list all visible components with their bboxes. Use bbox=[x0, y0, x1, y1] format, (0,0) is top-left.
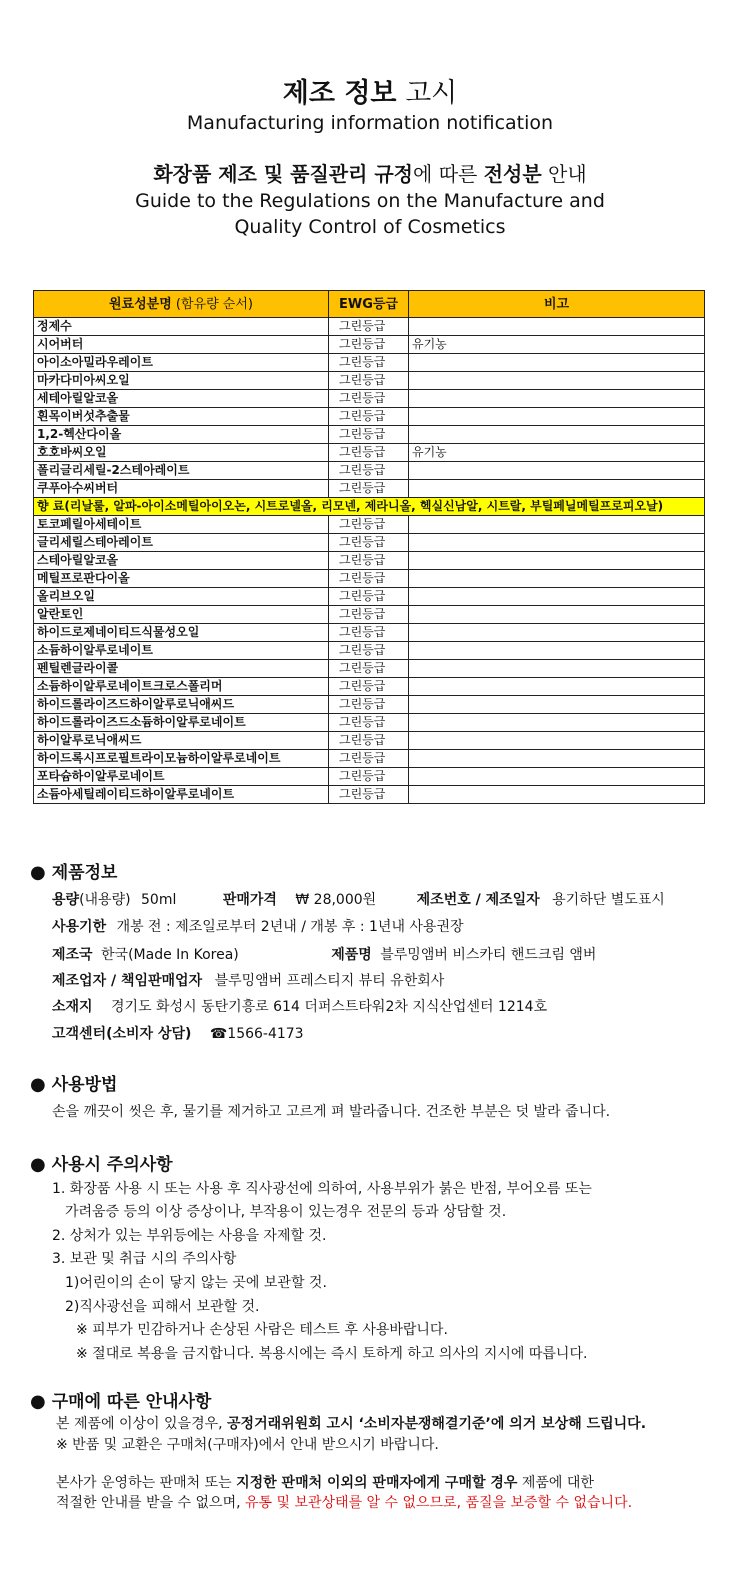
ingredient-note bbox=[409, 606, 705, 624]
cs-label: 고객센터(소비자 상담) bbox=[52, 1026, 192, 1042]
product-line-4 bbox=[52, 971, 444, 991]
ingredient-note bbox=[409, 786, 705, 804]
caution-line: 1. 화장품 사용 시 또는 사용 후 직사광선에 의하여, 사용부위가 붉은 반점, 부어오름 또는 bbox=[52, 1181, 592, 1197]
table-row bbox=[34, 462, 705, 480]
purchase-title bbox=[30, 1390, 211, 1414]
guide-ko-part3: 전성분 bbox=[483, 162, 542, 186]
title-bold: 제조 정보 bbox=[282, 78, 397, 109]
caution-line: 2. 상처가 있는 부위등에는 사용을 자제할 것. bbox=[52, 1228, 327, 1244]
product-name-value: 블루밍앰버 비스카티 핸드크림 앰버 bbox=[380, 947, 597, 963]
col-ingredient-header bbox=[34, 291, 329, 318]
ingredient-name: 하이알루로닉애씨드 bbox=[34, 732, 329, 750]
ingredient-name: 소듐아세틸레이티드하이알루로네이트 bbox=[34, 786, 329, 804]
table-row bbox=[34, 660, 705, 678]
product-line-6 bbox=[52, 1024, 304, 1044]
ingredient-name: 흰목이버섯추출물 bbox=[34, 408, 329, 426]
ingredient-note bbox=[409, 462, 705, 480]
ewg-grade: 그린등급 bbox=[329, 606, 409, 624]
ingredient-name: 스테아릴알코올 bbox=[34, 552, 329, 570]
caution-section bbox=[30, 1153, 173, 1177]
table-row bbox=[34, 624, 705, 642]
ingredient-name: 소듐하이알루로네이트 bbox=[34, 642, 329, 660]
ewg-grade: 그린등급 bbox=[329, 660, 409, 678]
table-row bbox=[34, 786, 705, 804]
product-line-5 bbox=[52, 997, 547, 1017]
table-row bbox=[34, 408, 705, 426]
ingredient-name: 소듐하이알루로네이트크로스폴리머 bbox=[34, 678, 329, 696]
ingredient-name: 메틸프로판다이올 bbox=[34, 570, 329, 588]
product-title bbox=[30, 861, 117, 885]
purchase-line-2: ※ 반품 및 교환은 구매처(구매자)에서 안내 받으시기 바랍니다. bbox=[56, 1437, 439, 1453]
ewg-grade: 그린등급 bbox=[329, 336, 409, 354]
ingredient-note bbox=[409, 732, 705, 750]
ingredient-name: 쿠푸아수씨버터 bbox=[34, 480, 329, 498]
caution-line: 가려움증 등의 이상 증상이나, 부작용이 있는경우 전문의 등과 상담할 것. bbox=[65, 1204, 507, 1220]
ewg-grade: 그린등급 bbox=[329, 426, 409, 444]
ingredient-note bbox=[409, 516, 705, 534]
maker-value: 블루밍앰버 프레스티지 뷰티 유한회사 bbox=[214, 973, 445, 989]
ingredient-note: 유기농 bbox=[409, 444, 705, 462]
page-subtitle: Manufacturing information notification bbox=[186, 112, 554, 134]
ingredient-name: 하이드롤라이즈드하이알루로닉애씨드 bbox=[34, 696, 329, 714]
product-line-3 bbox=[52, 945, 596, 965]
ewg-grade: 그린등급 bbox=[329, 732, 409, 750]
ingredient-note bbox=[409, 696, 705, 714]
ewg-grade: 그린등급 bbox=[329, 768, 409, 786]
usage-title-text: 사용방법 bbox=[51, 1075, 118, 1095]
address-label: 소재지 bbox=[52, 999, 93, 1015]
caution-line: 1)어린이의 손이 닿지 않는 곳에 보관할 것. bbox=[65, 1275, 327, 1291]
ewg-grade: 그린등급 bbox=[329, 444, 409, 462]
caution-line: 2)직사광선을 피해서 보관할 것. bbox=[65, 1299, 260, 1315]
ingredient-note bbox=[409, 372, 705, 390]
ingredient-note bbox=[409, 480, 705, 498]
purchase-l3a: 본사가 운영하는 판매처 또는 bbox=[56, 1475, 237, 1491]
guide-en-line1: Guide to the Regulations on the Manufacture and bbox=[135, 190, 605, 212]
table-row bbox=[34, 678, 705, 696]
ingredient-name: 올리브오일 bbox=[34, 588, 329, 606]
ewg-grade: 그린등급 bbox=[329, 318, 409, 336]
volume-value: 50ml bbox=[141, 892, 177, 908]
ingredient-note bbox=[409, 552, 705, 570]
col1-normal: (함유량 순서) bbox=[171, 296, 253, 312]
guide-heading-ko bbox=[0, 160, 740, 188]
ewg-grade: 그린등급 bbox=[329, 552, 409, 570]
purchase-title-text: 구매에 따른 안내사항 bbox=[51, 1392, 212, 1412]
purchase-l1b: 공정거래위원회 고시 ‘소비자분쟁해결기준’에 의거 보상해 드립니다. bbox=[227, 1416, 647, 1432]
caution-title-text: 사용시 주의사항 bbox=[51, 1155, 173, 1175]
guide-ko-part2: 에 따른 bbox=[413, 162, 484, 186]
ewg-grade: 그린등급 bbox=[329, 588, 409, 606]
volume-label: 용량 bbox=[52, 892, 80, 908]
table-row bbox=[34, 588, 705, 606]
table-row bbox=[34, 354, 705, 372]
table-header-row bbox=[34, 291, 705, 318]
ingredient-note bbox=[409, 768, 705, 786]
ingredient-name: 정제수 bbox=[34, 318, 329, 336]
price-value: ₩ 28,000원 bbox=[295, 892, 377, 908]
table-row bbox=[34, 552, 705, 570]
ewg-grade: 그린등급 bbox=[329, 642, 409, 660]
col-note-header: 비고 bbox=[409, 291, 705, 318]
table-row bbox=[34, 714, 705, 732]
ingredient-note bbox=[409, 624, 705, 642]
product-title-text: 제품정보 bbox=[51, 863, 118, 883]
purchase-l3c: 제품에 대한 bbox=[517, 1475, 594, 1491]
table-row bbox=[34, 516, 705, 534]
ingredient-note bbox=[409, 408, 705, 426]
purchase-l3b: 지정한 판매처 이외의 판매자에게 구매할 경우 bbox=[236, 1475, 518, 1491]
guide-en-line2: Quality Control of Cosmetics bbox=[234, 216, 506, 238]
fragrance-cell: 향 료(리날룰, 알파-아이소메틸아이오논, 시트로넬올, 리모넨, 제라니올, 헥실신남알, 시트랄, 부틸페닐메틸프로피오날) bbox=[34, 498, 705, 516]
caution-line: 3. 보관 및 취급 시의 주의사항 bbox=[52, 1251, 237, 1267]
ewg-grade: 그린등급 bbox=[329, 408, 409, 426]
purchase-l4a: 적절한 안내를 받을 수 없으며, bbox=[56, 1495, 245, 1511]
table-row bbox=[34, 768, 705, 786]
ingredient-note bbox=[409, 534, 705, 552]
purchase-line-1 bbox=[56, 1414, 646, 1434]
ingredient-name: 펜틸렌글라이콜 bbox=[34, 660, 329, 678]
product-line-2 bbox=[52, 917, 464, 937]
usage-section bbox=[30, 1073, 117, 1097]
title-rest: 고시 bbox=[396, 78, 458, 109]
ingredient-name: 토코페릴아세테이트 bbox=[34, 516, 329, 534]
page-title bbox=[0, 76, 740, 112]
ingredient-note bbox=[409, 642, 705, 660]
ingredient-note: 유기농 bbox=[409, 336, 705, 354]
ingredient-name: 시어버터 bbox=[34, 336, 329, 354]
ingredient-note bbox=[409, 390, 705, 408]
ewg-grade: 그린등급 bbox=[329, 786, 409, 804]
caution-line: ※ 피부가 민감하거나 손상된 사람은 테스트 후 사용바랍니다. bbox=[76, 1322, 448, 1338]
ingredient-note bbox=[409, 588, 705, 606]
ingredient-name: 글리세릴스테아레이트 bbox=[34, 534, 329, 552]
table-row bbox=[34, 642, 705, 660]
ingredient-name: 하이드록시프로필트라이모늄하이알루로네이트 bbox=[34, 750, 329, 768]
table-row bbox=[34, 534, 705, 552]
ewg-grade: 그린등급 bbox=[329, 372, 409, 390]
ewg-grade: 그린등급 bbox=[329, 570, 409, 588]
table-row bbox=[34, 318, 705, 336]
guide-ko-part4: 안내 bbox=[541, 162, 587, 186]
bullet-icon: ● bbox=[30, 1154, 46, 1175]
product-section bbox=[30, 861, 117, 885]
col1-bold: 원료성분명 bbox=[109, 296, 172, 312]
product-name-label: 제품명 bbox=[331, 947, 372, 963]
table-row bbox=[34, 480, 705, 498]
ingredient-note bbox=[409, 714, 705, 732]
ewg-grade: 그린등급 bbox=[329, 624, 409, 642]
ewg-grade: 그린등급 bbox=[329, 714, 409, 732]
maker-label: 제조업자 / 책임판매업자 bbox=[52, 973, 203, 989]
ingredient-name: 하이드로제네이티드식물성오일 bbox=[34, 624, 329, 642]
ewg-grade: 그린등급 bbox=[329, 750, 409, 768]
table-row bbox=[34, 750, 705, 768]
ewg-grade: 그린등급 bbox=[329, 462, 409, 480]
table-row bbox=[34, 372, 705, 390]
ingredient-name: 포타슘하이알루로네이트 bbox=[34, 768, 329, 786]
ewg-grade: 그린등급 bbox=[329, 678, 409, 696]
purchase-line-4 bbox=[56, 1493, 632, 1513]
ewg-grade: 그린등급 bbox=[329, 516, 409, 534]
ingredient-name: 1,2-헥산다이올 bbox=[34, 426, 329, 444]
ingredient-note bbox=[409, 660, 705, 678]
country-label: 제조국 bbox=[52, 947, 93, 963]
ewg-grade: 그린등급 bbox=[329, 390, 409, 408]
usage-title bbox=[30, 1073, 117, 1097]
table-row bbox=[34, 444, 705, 462]
purchase-section bbox=[30, 1390, 211, 1414]
lot-label: 제조번호 / 제조일자 bbox=[416, 892, 540, 908]
fragrance-row bbox=[34, 498, 705, 516]
bullet-icon: ● bbox=[30, 862, 46, 883]
ingredient-name: 아이소아밀라우레이트 bbox=[34, 354, 329, 372]
caution-title bbox=[30, 1153, 173, 1177]
bullet-icon: ● bbox=[30, 1391, 46, 1412]
ewg-grade: 그린등급 bbox=[329, 534, 409, 552]
table-row bbox=[34, 570, 705, 588]
ingredient-name: 알란토인 bbox=[34, 606, 329, 624]
table-row bbox=[34, 426, 705, 444]
bullet-icon: ● bbox=[30, 1074, 46, 1095]
ingredient-note bbox=[409, 354, 705, 372]
table-row bbox=[34, 606, 705, 624]
cs-value: ☎1566-4173 bbox=[209, 1026, 304, 1042]
ingredient-name: 폴리글리세릴-2스테아레이트 bbox=[34, 462, 329, 480]
product-line-1 bbox=[52, 890, 665, 910]
country-value: 한국(Made In Korea) bbox=[101, 947, 239, 963]
purchase-line-3 bbox=[56, 1473, 594, 1493]
expiry-label: 사용기한 bbox=[52, 919, 107, 935]
ingredient-name: 세테아릴알코올 bbox=[34, 390, 329, 408]
ingredient-note bbox=[409, 426, 705, 444]
price-label: 판매가격 bbox=[222, 892, 277, 908]
guide-heading-en bbox=[0, 188, 740, 240]
ingredient-note bbox=[409, 318, 705, 336]
lot-value: 용기하단 별도표시 bbox=[552, 892, 665, 908]
ingredient-note bbox=[409, 750, 705, 768]
expiry-value: 개봉 전 : 제조일로부터 2년내 / 개봉 후 : 1년내 사용권장 bbox=[116, 919, 464, 935]
ewg-grade: 그린등급 bbox=[329, 480, 409, 498]
table-row bbox=[34, 336, 705, 354]
col-ewg-header: EWG등급 bbox=[329, 291, 409, 318]
ewg-grade: 그린등급 bbox=[329, 696, 409, 714]
table-row bbox=[34, 696, 705, 714]
ewg-grade: 그린등급 bbox=[329, 354, 409, 372]
ingredient-name: 호호바씨오일 bbox=[34, 444, 329, 462]
guide-ko-part1: 화장품 제조 및 품질관리 규정 bbox=[153, 162, 414, 186]
table-row bbox=[34, 390, 705, 408]
purchase-l1a: 본 제품에 이상이 있을경우, bbox=[56, 1416, 228, 1432]
ingredient-name: 하이드롤라이즈드소듐하이알루로네이트 bbox=[34, 714, 329, 732]
purchase-l4b: 유통 및 보관상태를 알 수 없으므로, 품질을 보증할 수 없습니다. bbox=[245, 1495, 633, 1511]
table-row bbox=[34, 732, 705, 750]
usage-text: 손을 깨끗이 씻은 후, 물기를 제거하고 고르게 펴 발라줍니다. 건조한 부분은 덧 발라 줍니다. bbox=[52, 1104, 611, 1120]
ingredient-note bbox=[409, 678, 705, 696]
volume-label-sub: (내용량) bbox=[79, 892, 131, 908]
ingredient-name: 마카다미아씨오일 bbox=[34, 372, 329, 390]
caution-line: ※ 절대로 복용을 금지합니다. 복용시에는 즉시 토하게 하고 의사의 지시에 따릅니다. bbox=[76, 1346, 588, 1362]
ingredient-note bbox=[409, 570, 705, 588]
ingredient-table bbox=[33, 290, 705, 804]
address-value: 경기도 화성시 동탄기흥로 614 더퍼스트타워2차 지식산업센터 1214호 bbox=[111, 999, 548, 1015]
